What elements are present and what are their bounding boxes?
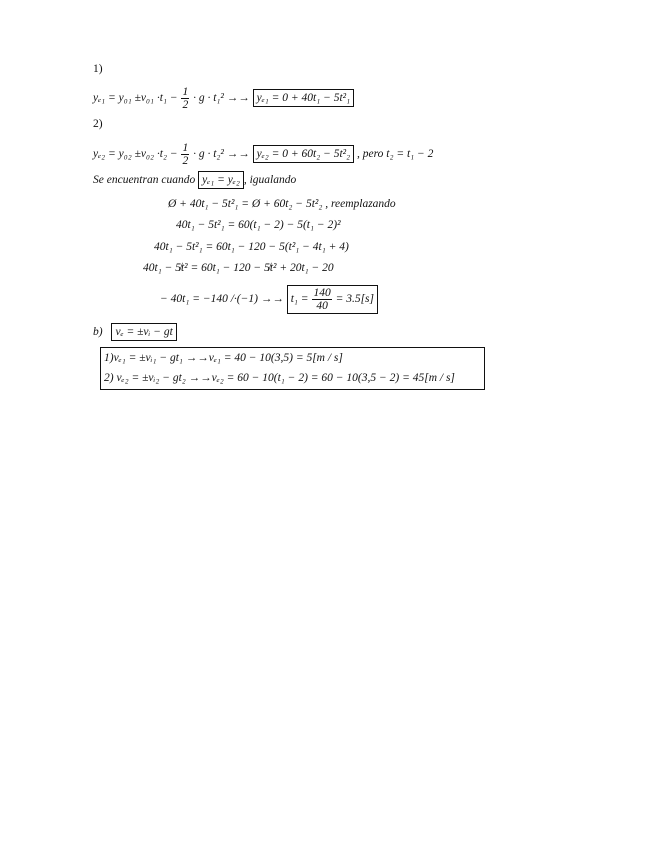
velocity-results-box [100,347,485,390]
eq2-left: yₑ₂ = y₀₂ ±v₀₂ ·t₂ − [93,148,178,161]
equating-line: Ø + 40t₁ − 5t²₁ = Ø + 60t₂ − 5t²₂ , reemplazando [168,198,396,210]
eq1-left: yₑ₁ = y₀₁ ±v₀₁ ·t₁ − [93,92,178,105]
velocity-1-line: 1)vₑ₁ = ±vᵢ₁ − gt₁ →→vₑ₁ = 40 − 10(3,5) = 5[m / s] [104,352,343,364]
eq1-half-fraction [181,86,189,111]
equation-position-2 [93,142,433,167]
eq2-half-num: 1 [182,142,189,154]
simplification-line: 40t₁ − 5̸t² = 60t₁ − 120 − 5̸t² + 20t₁ − 20 [143,262,334,274]
meeting-condition-line [93,171,296,189]
eq2-half-den: 2 [182,155,189,167]
expansion-line: 40t₁ − 5t²₁ = 60t₁ − 120 − 5(t²₁ − 4t₁ + 4) [154,241,349,253]
solve-time-line [160,285,378,314]
velocity-2-line: 2) vₑ₂ = ±vᵢ₂ − gt₂ →→vₑ₂ = 60 − 10(t₁ − 2) = 60 − 10(3,5 − 2) = 45[m / s] [104,372,455,384]
time-result-left: t₁ = [290,293,309,306]
eq1-half-num: 1 [182,86,189,98]
part-2-label: 2) [93,118,103,130]
part-1-label: 1) [93,63,103,75]
substitution-line: 40t₁ − 5t²₁ = 60(t₁ − 2) − 5(t₁ − 2)² [176,219,341,231]
time-result-box [287,285,378,314]
time-fraction-den: 40 [316,300,328,312]
eq2-mid: · g · t₂² →→ [193,148,250,161]
equation-position-1 [93,86,354,111]
time-fraction [312,287,331,312]
eq1-mid: · g · t₁² →→ [193,92,250,105]
meeting-text: Se encuentran cuando [93,174,196,186]
velocity-formula-box: vₑ = ±vᵢ − gt [111,323,176,341]
time-fraction-num: 140 [313,287,331,299]
eq2-right: , pero t₂ = t₁ − 2 [356,148,434,161]
time-result-right: = 3.5[s] [335,293,374,306]
part-b-line [93,323,177,341]
eq1-half-den: 2 [182,99,189,111]
eq1-result-box: yₑ₁ = 0 + 40t₁ − 5t²₁ [253,89,354,107]
meeting-condition-box: yₑ₁ = yₑ₂ [198,171,244,189]
eq2-result-box: yₑ₂ = 0 + 60t₂ − 5t²₂ [253,145,354,163]
meeting-after: , igualando [243,174,297,186]
solve-time-left: − 40t₁ = −140 /·(−1) →→ [160,293,284,306]
part-b-label: b) [93,326,103,338]
eq2-half-fraction [181,142,189,167]
